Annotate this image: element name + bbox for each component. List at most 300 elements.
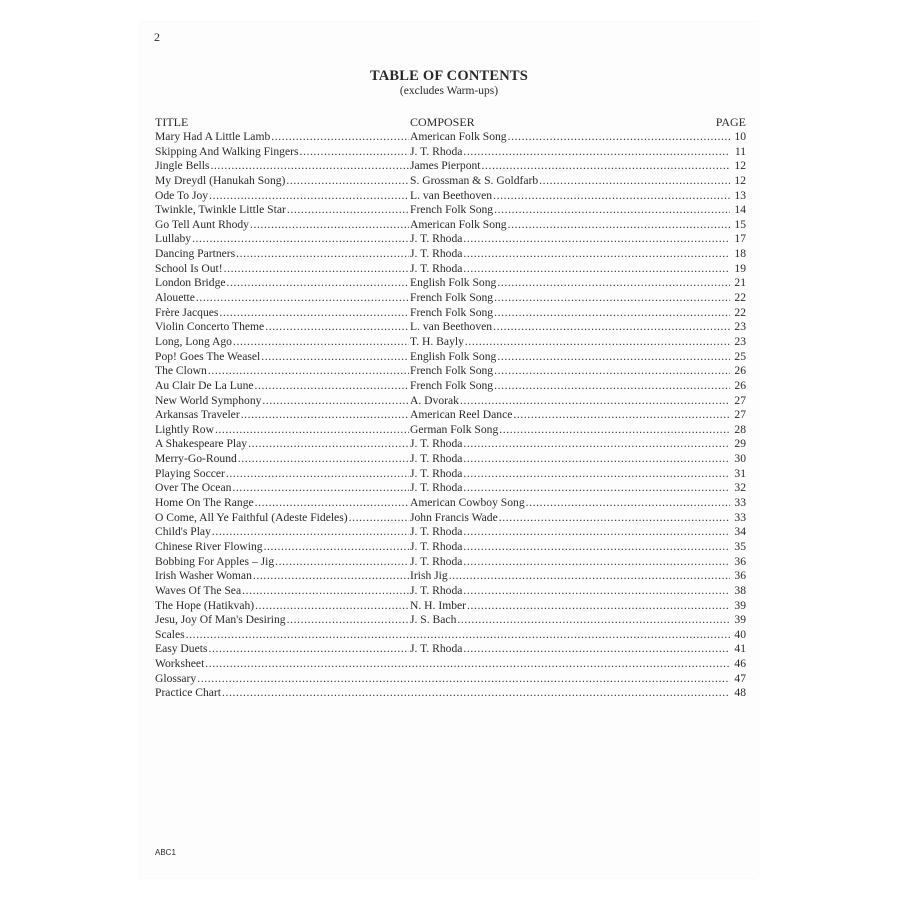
- dot-leader: [467, 599, 730, 614]
- toc-composer-cell: [410, 584, 730, 599]
- toc-row: [155, 394, 746, 409]
- toc-row: [155, 686, 746, 701]
- toc-title-cell: [155, 584, 409, 599]
- entry-page: 33: [734, 510, 746, 524]
- toc-composer-cell: [410, 569, 730, 584]
- toc-title-cell: [155, 511, 409, 526]
- dot-leader: [349, 511, 409, 526]
- entry-page: 26: [734, 378, 746, 392]
- entry-composer: A. Dvorak: [410, 393, 459, 407]
- toc-composer-cell: [410, 525, 730, 540]
- toc-row: [155, 672, 746, 687]
- toc-title-cell: [155, 628, 730, 643]
- dot-leader: [463, 232, 730, 247]
- entry-page: 39: [734, 598, 746, 612]
- dot-leader: [463, 555, 730, 570]
- toc-title-cell: [155, 481, 409, 496]
- toc-row: [155, 262, 746, 277]
- dot-leader: [526, 496, 730, 511]
- entry-page: 28: [734, 422, 746, 436]
- toc-row: [155, 145, 746, 160]
- toc-title-cell: [155, 423, 409, 438]
- toc-title-cell: [155, 525, 409, 540]
- entry-page: 22: [734, 305, 746, 319]
- toc-composer-cell: [410, 511, 730, 526]
- entry-page: 11: [734, 144, 746, 158]
- entry-title: A Shakespeare Play: [155, 437, 248, 451]
- toc-composer-cell: [410, 218, 730, 233]
- dot-leader: [219, 306, 409, 321]
- dot-leader: [262, 394, 409, 409]
- toc-title-cell: [155, 555, 409, 570]
- dot-leader: [457, 613, 730, 628]
- entry-title: School Is Out!: [155, 261, 223, 275]
- entry-title: My Dreydl (Hanukah Song): [155, 173, 286, 187]
- entry-page: 26: [734, 364, 746, 378]
- entry-page: 21: [734, 276, 746, 290]
- toc-row: [155, 525, 746, 540]
- entry-composer: J. T. Rhoda: [410, 554, 463, 568]
- entry-title: The Clown: [155, 364, 207, 378]
- toc-title-cell: [155, 218, 409, 233]
- entry-title: Dancing Partners: [155, 247, 236, 261]
- header-page: PAGE: [715, 115, 746, 129]
- toc-title-cell: [155, 189, 409, 204]
- toc-composer-cell: [410, 496, 730, 511]
- dot-leader: [493, 189, 730, 204]
- entry-title: Violin Concerto Theme: [155, 320, 265, 334]
- toc-row: [155, 481, 746, 496]
- toc-row: [155, 291, 746, 306]
- toc-composer-cell: [410, 481, 730, 496]
- entry-page: 46: [734, 657, 746, 671]
- entry-page: 17: [734, 232, 746, 246]
- entry-title: Playing Soccer: [155, 466, 225, 480]
- dot-leader: [463, 262, 730, 277]
- entry-title: Ode To Joy: [155, 188, 209, 202]
- toc-title-cell: [155, 437, 409, 452]
- toc-composer-cell: [410, 174, 730, 189]
- dot-leader: [494, 364, 730, 379]
- entry-composer: American Folk Song: [410, 130, 507, 143]
- entry-composer: J. T. Rhoda: [410, 247, 463, 261]
- entry-page: 23: [734, 320, 746, 334]
- dot-leader: [275, 555, 409, 570]
- dot-leader: [238, 452, 409, 467]
- entry-composer: J. T. Rhoda: [410, 232, 463, 246]
- toc-title-cell: [155, 145, 409, 160]
- toc-composer-cell: [410, 320, 730, 335]
- toc-composer-cell: [410, 276, 730, 291]
- entry-composer: J. T. Rhoda: [410, 466, 463, 480]
- dot-leader: [463, 467, 730, 482]
- toc-title-cell: [155, 686, 730, 701]
- entry-title: Bobbing For Apples – Jig: [155, 554, 275, 568]
- toc-composer-cell: [410, 540, 730, 555]
- dot-leader: [482, 159, 730, 174]
- entry-composer: English Folk Song: [410, 349, 497, 363]
- toc-title-cell: [155, 613, 409, 628]
- dot-leader: [248, 437, 409, 452]
- entry-title: Home On The Range: [155, 496, 254, 510]
- footer-code: ABC1: [155, 848, 176, 857]
- toc-composer-cell: [410, 467, 730, 482]
- dot-leader: [186, 628, 730, 643]
- dot-leader: [460, 394, 730, 409]
- toc-row: [155, 467, 746, 482]
- entry-page: 41: [734, 642, 746, 656]
- dot-leader: [255, 496, 409, 511]
- dot-leader: [242, 584, 409, 599]
- toc-row: [155, 247, 746, 262]
- toc-row: [155, 335, 746, 350]
- entry-title: Over The Ocean: [155, 481, 232, 495]
- entry-composer: J. T. Rhoda: [410, 583, 463, 597]
- toc-composer-cell: [410, 350, 730, 365]
- toc-composer-cell: [410, 394, 730, 409]
- dot-leader: [463, 540, 730, 555]
- entry-page: 40: [734, 627, 746, 641]
- toc-composer-cell: [410, 130, 730, 145]
- toc-title-cell: [155, 496, 409, 511]
- entry-page: 29: [734, 437, 746, 451]
- entry-title: Chinese River Flowing: [155, 539, 263, 553]
- dot-leader: [227, 276, 409, 291]
- toc-title-cell: [155, 174, 409, 189]
- toc-composer-cell: [410, 408, 730, 423]
- entry-page: 13: [734, 188, 746, 202]
- entry-page: 22: [734, 291, 746, 305]
- dot-leader: [233, 335, 409, 350]
- entry-composer: French Folk Song: [410, 203, 494, 217]
- toc-title-cell: [155, 364, 409, 379]
- entry-title: Jesu, Joy Of Man's Desiring: [155, 613, 286, 627]
- entry-page: 27: [734, 408, 746, 422]
- entry-title: Alouette: [155, 291, 195, 305]
- toc-title-cell: [155, 130, 409, 145]
- entry-composer: J. T. Rhoda: [410, 437, 463, 451]
- toc-title-cell: [155, 335, 409, 350]
- dot-leader: [499, 423, 730, 438]
- entry-title: New World Symphony: [155, 393, 262, 407]
- entry-title: Glossary: [155, 671, 197, 685]
- dot-leader: [205, 657, 730, 672]
- entry-composer: J. T. Rhoda: [410, 261, 463, 275]
- toc-title-cell: [155, 408, 409, 423]
- dot-leader: [494, 379, 730, 394]
- toc-row: [155, 555, 746, 570]
- header-composer: COMPOSER: [410, 115, 475, 129]
- toc-title-cell: [155, 350, 409, 365]
- toc-row: [155, 130, 746, 145]
- dot-leader: [513, 408, 730, 423]
- entry-composer: N. H. Imber: [410, 598, 467, 612]
- entry-page: 15: [734, 217, 746, 231]
- dot-leader: [224, 262, 409, 277]
- toc-row: [155, 159, 746, 174]
- dot-leader: [463, 145, 730, 160]
- entry-page: 39: [734, 613, 746, 627]
- toc-row: [155, 511, 746, 526]
- toc-row: [155, 408, 746, 423]
- toc-title-cell: [155, 599, 409, 614]
- toc-row: [155, 584, 746, 599]
- toc-composer-cell: [410, 247, 730, 262]
- toc-title-cell: [155, 467, 409, 482]
- entry-composer: J. T. Rhoda: [410, 642, 463, 656]
- entry-composer: John Francis Wade: [410, 510, 498, 524]
- entry-composer: J. S. Bach: [410, 613, 457, 627]
- toc-row: [155, 496, 746, 511]
- dot-leader: [539, 174, 730, 189]
- entry-page: 23: [734, 334, 746, 348]
- entry-page: 47: [734, 671, 746, 685]
- toc-row: [155, 452, 746, 467]
- toc-row: [155, 189, 746, 204]
- toc-row: [155, 423, 746, 438]
- toc-row: [155, 203, 746, 218]
- entry-composer: S. Grossman & S. Goldfarb: [410, 173, 539, 187]
- entry-title: Lullaby: [155, 232, 192, 246]
- dot-leader: [255, 379, 409, 394]
- dot-leader: [463, 642, 730, 657]
- dot-leader: [265, 320, 409, 335]
- entry-composer: L. van Beethoven: [410, 188, 493, 202]
- dot-leader: [494, 306, 730, 321]
- dot-leader: [208, 364, 409, 379]
- entry-title: Go Tell Aunt Rhody: [155, 217, 249, 231]
- entry-page: 32: [734, 481, 746, 495]
- dot-leader: [232, 481, 409, 496]
- toc-title-cell: [155, 306, 409, 321]
- dot-leader: [264, 540, 409, 555]
- toc-composer-cell: [410, 364, 730, 379]
- dot-leader: [215, 423, 409, 438]
- entry-title: Child's Play: [155, 525, 211, 539]
- entry-composer: J. T. Rhoda: [410, 525, 463, 539]
- dot-leader: [497, 350, 730, 365]
- dot-leader: [287, 203, 409, 218]
- dot-leader: [236, 247, 409, 262]
- dot-leader: [197, 672, 730, 687]
- entry-page: 36: [734, 569, 746, 583]
- dot-leader: [196, 291, 409, 306]
- entry-composer: French Folk Song: [410, 364, 494, 378]
- dot-leader: [465, 335, 730, 350]
- entry-composer: French Folk Song: [410, 291, 494, 305]
- entry-title: Waves Of The Sea: [155, 583, 242, 597]
- toc-composer-cell: [410, 291, 730, 306]
- dot-leader: [286, 174, 409, 189]
- toc-row: [155, 364, 746, 379]
- toc-composer-cell: [410, 306, 730, 321]
- entry-title: O Come, All Ye Faithful (Adeste Fideles): [155, 510, 348, 524]
- toc-title-cell: [155, 320, 409, 335]
- column-headers: [155, 115, 746, 131]
- header-title: TITLE: [155, 115, 189, 129]
- entry-composer: J. T. Rhoda: [410, 452, 463, 466]
- dot-leader: [209, 189, 409, 204]
- dot-leader: [208, 642, 409, 657]
- dot-leader: [508, 130, 730, 145]
- dot-leader: [222, 686, 730, 701]
- toc-composer-cell: [410, 145, 730, 160]
- dot-leader: [494, 291, 730, 306]
- toc-composer-cell: [410, 642, 730, 657]
- dot-leader: [497, 276, 730, 291]
- toc-row: [155, 174, 746, 189]
- dot-leader: [250, 218, 409, 233]
- toc-row: [155, 218, 746, 233]
- entry-page: 35: [734, 539, 746, 553]
- dot-leader: [508, 218, 730, 233]
- entry-page: 33: [734, 496, 746, 510]
- toc-composer-cell: [410, 335, 730, 350]
- toc-row: [155, 642, 746, 657]
- dot-leader: [241, 408, 409, 423]
- entry-title: Easy Duets: [155, 642, 208, 656]
- toc-title-cell: [155, 642, 409, 657]
- dot-leader: [449, 569, 730, 584]
- entry-page: 19: [734, 261, 746, 275]
- toc-row: [155, 306, 746, 321]
- toc-row: [155, 599, 746, 614]
- toc-row: [155, 320, 746, 335]
- entry-title: Twinkle, Twinkle Little Star: [155, 203, 286, 217]
- entry-composer: Irish Jig: [410, 569, 448, 583]
- entry-page: 38: [734, 583, 746, 597]
- entry-composer: American Folk Song: [410, 217, 507, 231]
- entry-page: 12: [734, 159, 746, 173]
- entry-title: Au Clair De La Lune: [155, 378, 254, 392]
- entry-title: Irish Washer Woman: [155, 569, 252, 583]
- toc-composer-cell: [410, 613, 730, 628]
- toc-row: [155, 657, 746, 672]
- toc-title-cell: [155, 394, 409, 409]
- toc-title-cell: [155, 159, 409, 174]
- entry-title: Skipping And Walking Fingers: [155, 144, 299, 158]
- dot-leader: [499, 511, 730, 526]
- entry-title: Long, Long Ago: [155, 334, 232, 348]
- entry-title: Merry-Go-Round: [155, 452, 237, 466]
- entry-title: Arkansas Traveler: [155, 408, 240, 422]
- entry-title: Lightly Row: [155, 422, 214, 436]
- dot-leader: [271, 130, 409, 145]
- entry-title: Pop! Goes The Weasel: [155, 349, 261, 363]
- entry-composer: J. T. Rhoda: [410, 481, 463, 495]
- entry-page: 18: [734, 247, 746, 261]
- toc-title-cell: [155, 379, 409, 394]
- entry-composer: German Folk Song: [410, 422, 499, 436]
- entry-composer: French Folk Song: [410, 305, 494, 319]
- toc-row: [155, 350, 746, 365]
- toc-title-cell: [155, 203, 409, 218]
- entry-title: Practice Chart: [155, 686, 221, 700]
- entry-composer: J. T. Rhoda: [410, 539, 463, 553]
- dot-leader: [212, 525, 409, 540]
- toc-row: [155, 232, 746, 247]
- entry-composer: J. T. Rhoda: [410, 144, 463, 158]
- toc-row: [155, 276, 746, 291]
- entry-title: Frère Jacques: [155, 305, 219, 319]
- dot-leader: [226, 467, 409, 482]
- toc-composer-cell: [410, 437, 730, 452]
- toc-composer-cell: [410, 379, 730, 394]
- toc-composer-cell: [410, 262, 730, 277]
- entry-page: 10: [734, 130, 746, 143]
- entry-title: Mary Had A Little Lamb: [155, 130, 271, 143]
- toc-composer-cell: [410, 599, 730, 614]
- toc-title-cell: [155, 657, 730, 672]
- toc-title-cell: [155, 232, 409, 247]
- toc-title-cell: [155, 672, 730, 687]
- dot-leader: [463, 525, 730, 540]
- dot-leader: [463, 247, 730, 262]
- toc-row: [155, 437, 746, 452]
- entry-title: Scales: [155, 627, 185, 641]
- toc-composer-cell: [410, 555, 730, 570]
- toc-title-cell: [155, 262, 409, 277]
- dot-leader: [255, 599, 409, 614]
- toc-subtitle: (excludes Warm-ups): [399, 85, 499, 97]
- toc-composer-cell: [410, 189, 730, 204]
- dot-leader: [463, 481, 730, 496]
- toc-row: [155, 613, 746, 628]
- dot-leader: [463, 437, 730, 452]
- entry-composer: French Folk Song: [410, 378, 494, 392]
- entry-composer: L. van Beethoven: [410, 320, 493, 334]
- toc-row: [155, 628, 746, 643]
- entry-page: 30: [734, 452, 746, 466]
- toc-title: TABLE OF CONTENTS: [369, 68, 529, 84]
- toc-row: [155, 540, 746, 555]
- entry-composer: American Cowboy Song: [410, 496, 525, 510]
- entry-page: 34: [734, 525, 746, 539]
- dot-leader: [192, 232, 409, 247]
- toc-entries: [155, 130, 746, 701]
- toc-title-cell: [155, 247, 409, 262]
- toc-composer-cell: [410, 159, 730, 174]
- toc-row: [155, 379, 746, 394]
- toc-title-cell: [155, 569, 409, 584]
- dot-leader: [261, 350, 409, 365]
- entry-composer: English Folk Song: [410, 276, 497, 290]
- toc-composer-cell: [410, 203, 730, 218]
- entry-title: The Hope (Hatikvah): [155, 598, 255, 612]
- entry-page: 14: [734, 203, 746, 217]
- entry-page: 25: [734, 349, 746, 363]
- dot-leader: [210, 159, 409, 174]
- toc-composer-cell: [410, 452, 730, 467]
- dot-leader: [287, 613, 409, 628]
- entry-composer: American Reel Dance: [410, 408, 513, 422]
- toc-heading: [140, 68, 758, 97]
- entry-page: 27: [734, 393, 746, 407]
- toc-composer-cell: [410, 423, 730, 438]
- entry-composer: T. H. Bayly: [410, 334, 464, 348]
- toc-title-cell: [155, 276, 409, 291]
- toc-title-cell: [155, 540, 409, 555]
- dot-leader: [494, 203, 730, 218]
- toc-row: [155, 569, 746, 584]
- toc-title-cell: [155, 452, 409, 467]
- dot-leader: [463, 452, 730, 467]
- entry-title: Jingle Bells: [155, 159, 210, 173]
- page-number: 2: [154, 30, 160, 44]
- entry-title: Worksheet: [155, 657, 205, 671]
- entry-page: 31: [734, 466, 746, 480]
- entry-page: 48: [734, 686, 746, 700]
